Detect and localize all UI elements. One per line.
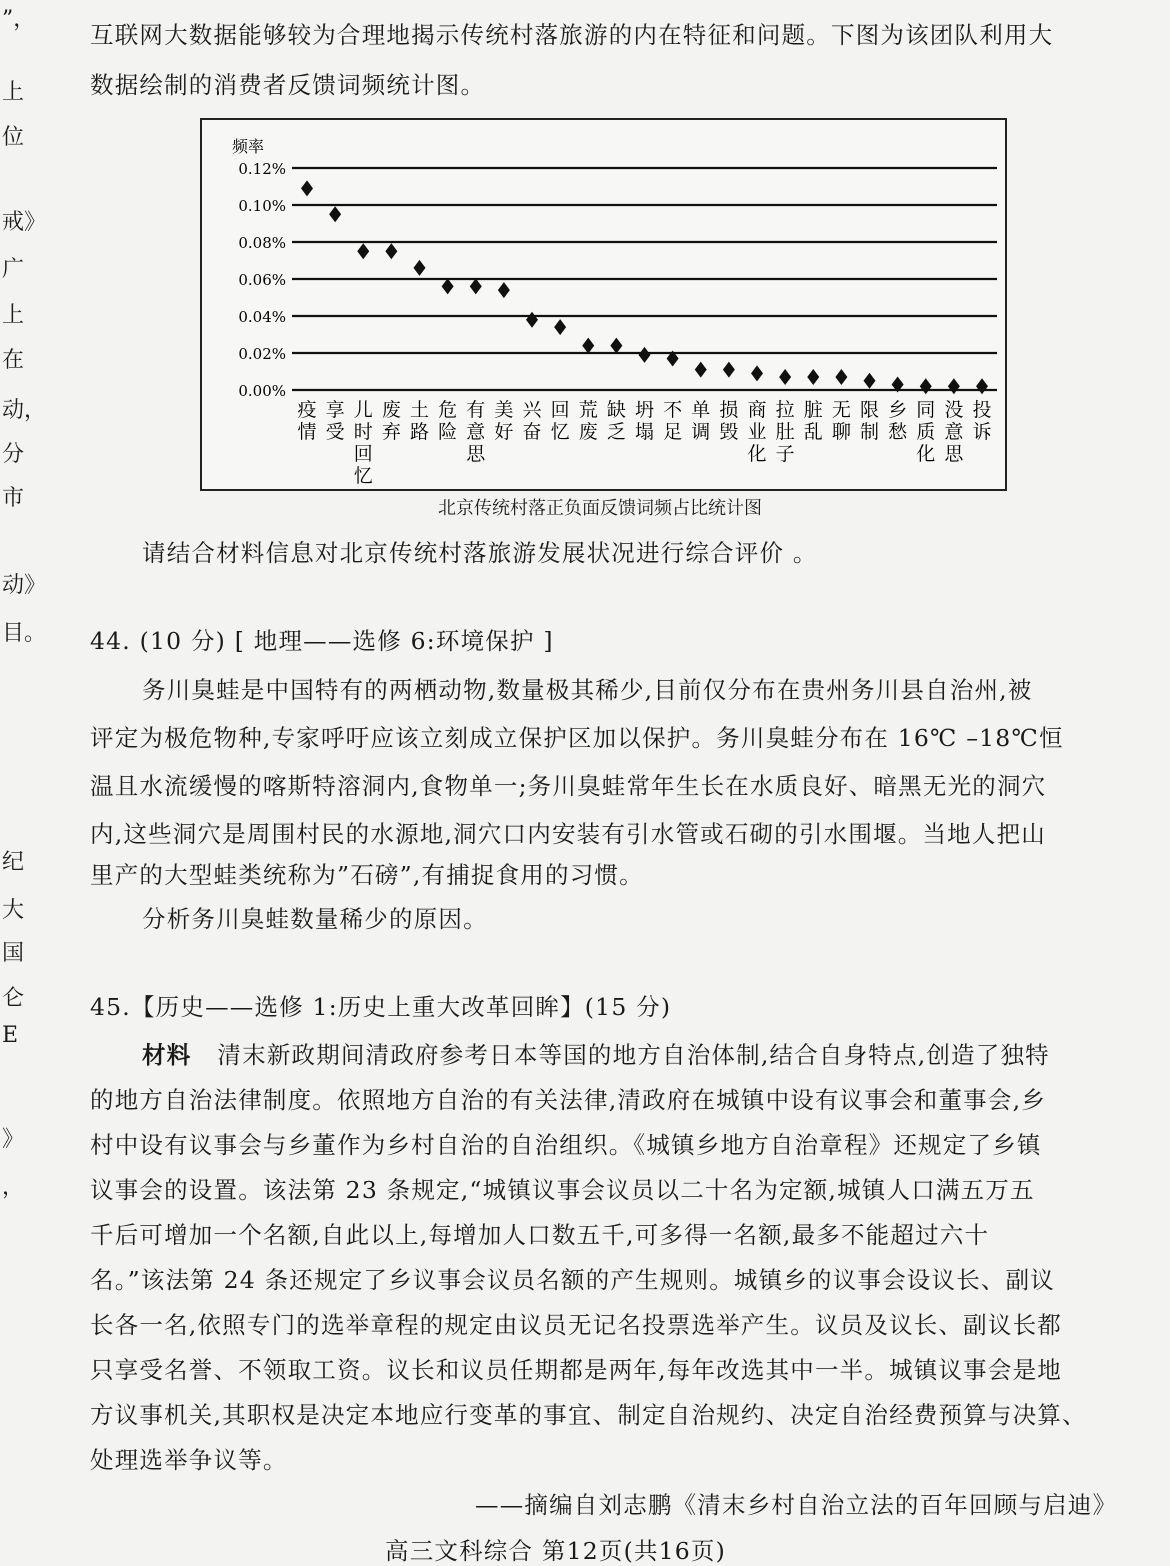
page-footer: 高三文科综合 第12页(共16页) [385,1537,727,1565]
data-point-回忆 [554,319,566,335]
q44-line-2: 评定为极危物种,专家呼吁应该立刻成立保护区加以保护。务川臭蛙分布在 16℃ –18℃恒 [90,724,1064,752]
x-tick-label-商业化-2: 化 [747,443,767,465]
question-43-prompt: 请结合材料信息对北京传统村落旅游发展状况进行综合评价 。 [142,539,818,567]
data-point-坍塌 [639,347,651,363]
x-tick-label-有意思-1: 意 [466,421,486,443]
q45-line-9: 方议事机关,其职权是决定本地应行变革的事宜、制定自治规约、决定自治经费预算与决算、 [90,1401,1087,1429]
x-tick-label-拉肚子-1: 肚 [775,421,795,443]
y-tick-label: 0.10% [238,197,286,215]
q45-line-1-text: 清末新政期间清政府参考日本等国的地方自治体制,结合自身特点,创造了独特 [217,1041,1050,1069]
q45-line-1 [142,1036,1050,1070]
material-label: 材料 [142,1041,192,1069]
x-tick-label-乡愁: 乡 [888,399,908,421]
data-point-同质化 [920,378,932,394]
x-tick-label-土路: 土 [409,399,430,421]
data-point-土路 [414,260,426,276]
q45-line-8: 只享受名誉、不领取工资。议长和议员任期都是两年,每年改选其中一半。城镇议事会是地 [90,1356,1062,1384]
x-tick-label-没意思-1: 意 [944,421,964,443]
x-tick-label-没意思-2: 思 [944,443,964,465]
y-tick-label: 0.06% [238,271,286,289]
x-tick-label-坍塌: 坍 [634,399,655,421]
margin-fragment: 目。 [2,621,47,646]
y-tick-label: 0.02% [238,345,286,363]
x-tick-label-脏乱: 脏 [803,399,823,421]
x-tick-label-坍塌-1: 塌 [634,421,655,443]
y-tick-label: 0.00% [238,382,286,400]
x-tick-label-享受-1: 受 [325,421,345,443]
x-tick-label-荒废-1: 废 [578,421,598,443]
data-point-有意思 [470,278,482,294]
data-point-疫情 [301,180,313,196]
q45-line-6: 名。”该法第 24 条还规定了乡议事会议员名额的产生规则。城镇乡的议事会设议长、副议 [90,1266,1056,1294]
question-45-header: 45.【历史——选修 1:历史上重大改革回眸】(15 分) [90,993,672,1021]
q45-line-2: 的地方自治法律制度。依照地方自治的有关法律,清政府在城镇中设有议事会和董事会,乡 [90,1086,1046,1114]
data-point-兴奋 [526,312,538,328]
margin-fragment: 戒》 [2,210,47,235]
margin-fragment: 》 [2,1127,25,1152]
x-tick-label-有意思-2: 思 [466,443,486,465]
data-point-单调 [695,362,707,378]
x-tick-label-拉肚子: 拉 [775,399,795,421]
x-tick-label-不足: 不 [663,399,683,421]
margin-fragment: 广 [2,257,25,282]
data-point-荒废 [582,338,594,354]
x-tick-label-单调-1: 调 [691,421,711,443]
y-tick-label: 0.12% [238,160,286,178]
data-point-限制 [864,373,876,389]
x-tick-label-单调: 单 [691,399,711,421]
data-point-无聊 [835,369,847,385]
x-tick-label-缺乏-1: 乏 [606,421,626,443]
x-tick-label-损毁: 损 [719,399,739,421]
q44-line-1: 务川臭蛙是中国特有的两栖动物,数量极其稀少,目前仅分布在贵州务川县自治州,被 [142,676,1033,704]
intro-line-1: 互联网大数据能够较为合理地揭示传统村落旅游的内在特征和问题。下图为该团队利用大 [90,21,1054,49]
x-tick-label-废弃-1: 弃 [381,421,401,443]
margin-fragment: 仑 [2,986,25,1011]
x-tick-label-乡愁-1: 愁 [888,421,908,443]
x-tick-label-享受: 享 [325,399,345,421]
x-tick-label-同质化: 同 [916,399,936,421]
x-tick-label-兴奋: 兴 [522,399,542,421]
intro-line-2: 数据绘制的消费者反馈词频统计图。 [90,71,486,99]
x-tick-label-美好-1: 好 [494,421,514,443]
x-tick-label-拉肚子-2: 子 [775,443,795,465]
x-tick-label-无聊-1: 聊 [831,421,851,443]
x-tick-label-没意思: 没 [944,399,964,421]
word-frequency-chart [200,118,1007,491]
y-tick-label: 0.08% [238,234,286,252]
margin-fragment: 市 [2,486,25,511]
x-tick-label-回忆-1: 忆 [550,421,570,443]
x-tick-label-美好: 美 [494,399,514,421]
margin-fragment: 上 [2,80,25,105]
data-point-脏乱 [807,369,819,385]
margin-fragment: 动， [2,398,47,423]
question-44-header: 44. (10 分) [ 地理——选修 6:环境保护 ] [90,627,554,655]
data-point-投诉 [976,378,988,394]
x-tick-label-脏乱-1: 乱 [803,421,823,443]
y-tick-label: 0.04% [238,308,286,326]
x-tick-label-商业化: 商 [747,399,767,421]
q45-line-7: 长各一名,依照专门的选举章程的规定由议员无记名投票选举产生。议员及议长、副议长都 [90,1311,1062,1339]
x-tick-label-儿时回忆-2: 回 [353,443,373,465]
x-tick-label-不足-1: 足 [663,421,683,443]
margin-fragment: 上 [2,303,25,328]
q45-source: ——摘编自刘志鹏《清末乡村自治立法的百年回顾与启迪》 [475,1491,1118,1519]
margin-fragment: E [2,1023,19,1048]
data-point-没意思 [948,378,960,394]
x-tick-label-投诉: 投 [972,399,992,421]
q45-line-4: 议事会的设置。该法第 23 条规定,“城镇议事会议员以二十名为定额,城镇人口满五万五 [90,1176,1035,1204]
x-tick-label-儿时回忆: 儿 [353,399,373,421]
x-tick-label-儿时回忆-3: 忆 [353,465,373,487]
margin-fragment: ， [2,1175,25,1200]
chart-svg [202,120,1005,489]
margin-fragment: 大 [2,898,25,923]
x-tick-label-有意思: 有 [466,399,486,421]
x-tick-label-荒废: 荒 [578,399,598,421]
margin-fragment: 位 [2,125,25,150]
q45-line-10: 处理选举争议等。 [90,1446,288,1474]
x-tick-label-限制: 限 [859,399,880,421]
x-tick-label-疫情-1: 情 [297,421,317,443]
x-tick-label-儿时回忆-1: 时 [353,421,373,443]
data-point-儿时回忆 [357,243,369,259]
margin-fragment: 纪 [2,850,25,875]
x-tick-label-损毁-1: 毁 [719,421,739,443]
margin-fragment: 动》 [2,573,47,598]
y-axis-label: 频率 [232,137,265,156]
x-tick-label-限制-1: 制 [859,421,880,443]
data-point-美好 [498,282,510,298]
x-tick-label-同质化-1: 质 [916,421,936,443]
q45-line-3: 村中设有议事会与乡董作为乡村自治的自治组织。《城镇乡地方自治章程》还规定了乡镇 [90,1131,1042,1159]
q44-prompt: 分析务川臭蛙数量稀少的原因。 [142,905,488,933]
margin-fragment: 国 [2,941,25,966]
margin-fragment: ”， [2,7,36,32]
x-tick-label-缺乏: 缺 [606,399,626,421]
x-tick-label-废弃: 废 [381,399,401,421]
x-tick-label-投诉-1: 诉 [972,421,992,443]
x-tick-label-疫情: 疫 [297,399,317,421]
x-tick-label-同质化-2: 化 [916,443,936,465]
data-point-享受 [329,206,341,222]
data-point-废弃 [385,243,397,259]
data-point-危险 [442,278,454,294]
x-tick-label-商业化-1: 业 [747,421,767,443]
x-tick-label-危险-1: 险 [438,421,458,443]
margin-fragment: 分 [2,442,25,467]
data-point-缺乏 [610,338,622,354]
chart-title: 北京传统村落正负面反馈词频占比统计图 [438,498,762,519]
q44-line-4: 内,这些洞穴是周围村民的水源地,洞穴口内安装有引水管或石砌的引水围堰。当地人把山 [90,820,1046,848]
q44-line-5: 里产的大型蛙类统称为”石磅”,有捕捉食用的习惯。 [90,861,644,889]
x-tick-label-危险: 危 [438,399,458,421]
x-tick-label-回忆: 回 [550,399,570,421]
margin-fragment: 在 [2,348,25,373]
x-tick-label-土路-1: 路 [409,421,430,443]
q45-line-5: 千后可增加一个名额,自此以上,每增加人口数五千,可多得一名额,最多不能超过六十 [90,1221,990,1249]
x-tick-label-兴奋-1: 奋 [522,421,542,443]
x-tick-label-无聊: 无 [831,399,851,421]
data-point-商业化 [751,365,763,381]
q44-line-3: 温且水流缓慢的喀斯特溶洞内,食物单一;务川臭蛙常年生长在水质良好、暗黑无光的洞穴 [90,772,1047,800]
data-point-损毁 [723,362,735,378]
data-point-拉肚子 [779,369,791,385]
